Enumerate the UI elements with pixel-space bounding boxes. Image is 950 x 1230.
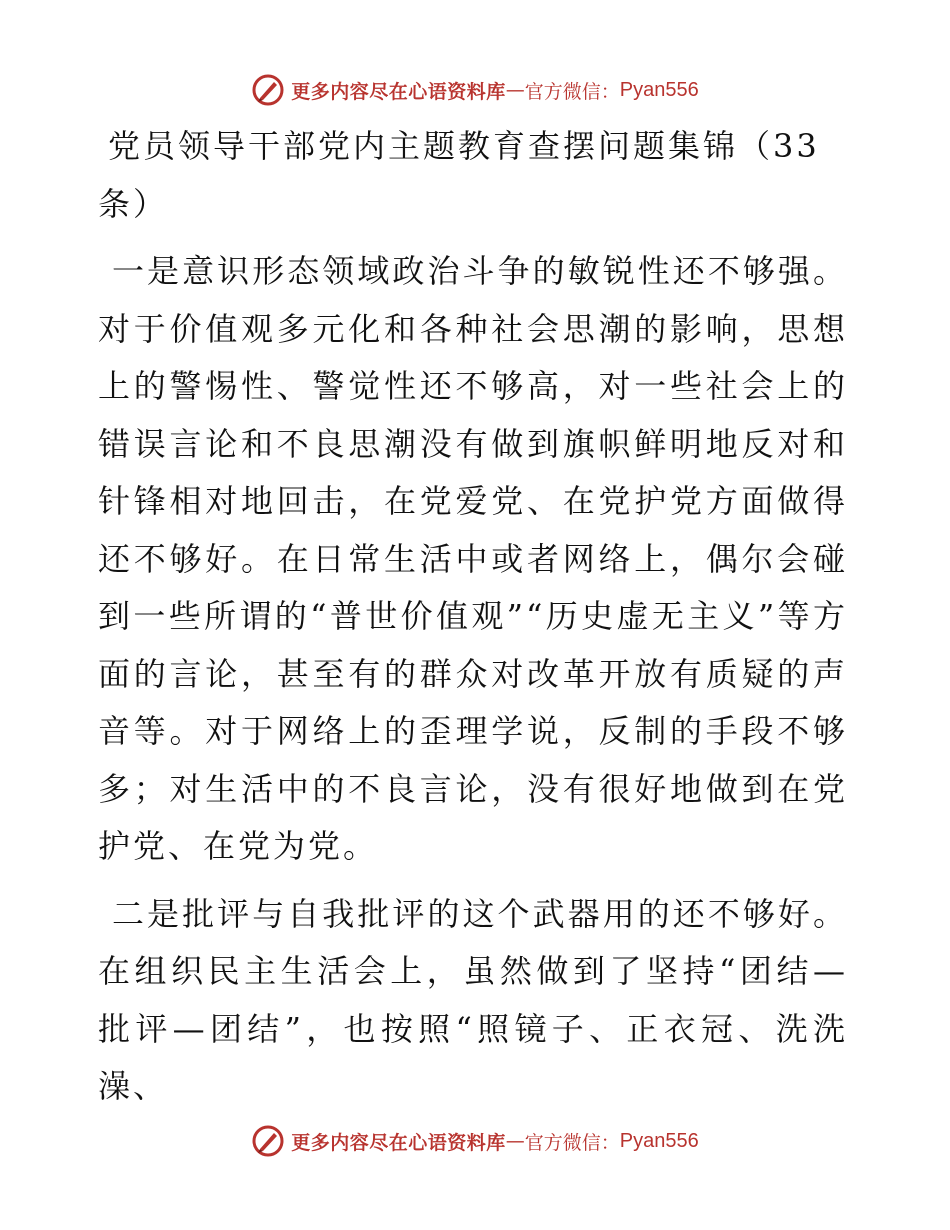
paragraph-1-body: 对于价值观多元化和各种社会思潮的影响，思想上的警惕性、警觉性还不够高，对一些社会上的错误言论和不良思潮没有做到旗帜鲜明地反对和针锋相对地回击，在党爱党、在党护党方面做得还不够好。在日常生活中或者网络上，偶尔会碰到一些所谓的“普世价值观”“历史虚无主义”等方面的言论，甚至有的群众对改革开放有质疑的声音等。对于网络上的歪理学说，反制的手段不够多；对生活中的不良言论，没有很好地做到在党护党、在党为党。 <box>98 309 848 865</box>
paragraph-1 <box>98 243 848 876</box>
paragraph-2 <box>98 886 848 1116</box>
paragraph-2-heading: 二是批评与自我批评的这个武器用的还不够好。 <box>112 894 848 933</box>
watermark-wechat-label: 官方微信： <box>524 1131 620 1154</box>
watermark-site-text: 更多内容尽在心语资料库 <box>291 80 506 103</box>
paragraph-1-heading: 一是意识形态领域政治斗争的敏锐性还不够强。 <box>112 252 848 290</box>
header-watermark <box>0 70 950 110</box>
watermark-site-text: 更多内容尽在心语资料库 <box>291 1131 506 1154</box>
watermark-wechat-id: Pyan556 <box>619 1129 699 1152</box>
pen-logo-icon <box>251 73 285 107</box>
document-body <box>98 118 848 1116</box>
document-title: 党员领导干部党内主题教育查摆问题集锦（33条） <box>98 127 820 223</box>
paragraph-2-body: 在组织民主生活会上，虽然做到了坚持“团结—批评—团结”，也按照“照镜子、正衣冠、洗洗澡、 <box>98 952 848 1105</box>
watermark-wechat-label: 官方微信： <box>524 80 620 103</box>
watermark-dash: — <box>505 79 525 101</box>
watermark-dash: — <box>505 1130 525 1152</box>
watermark-wechat-id: Pyan556 <box>619 78 699 101</box>
footer-watermark <box>0 1121 950 1161</box>
pen-logo-icon <box>251 1124 285 1158</box>
